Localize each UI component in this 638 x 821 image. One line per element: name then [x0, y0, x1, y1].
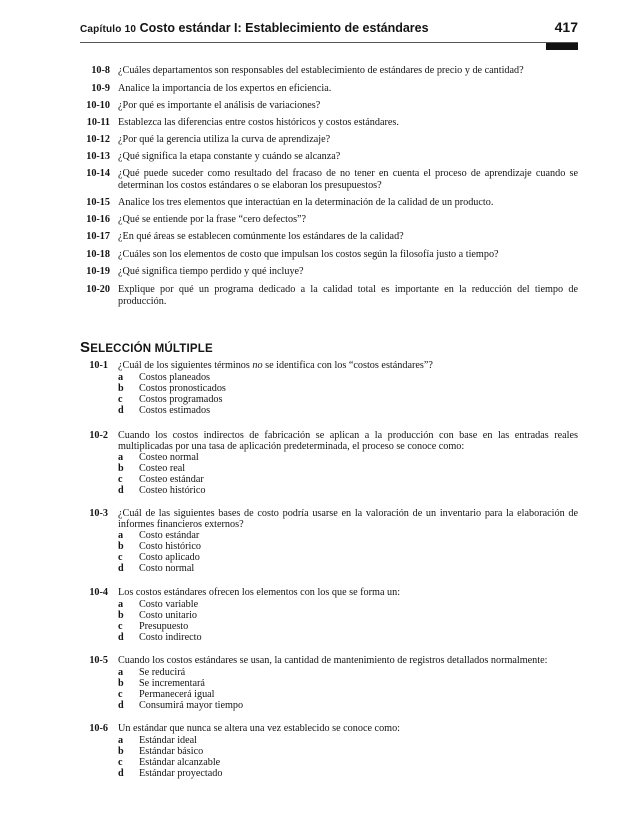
question-number: 10-9	[91, 83, 110, 94]
mc-question-number: 10-1	[89, 360, 108, 371]
question-number: 10-18	[86, 249, 110, 260]
stem-part: ¿Cuál de los siguientes términos	[118, 360, 253, 371]
option-letter: b	[118, 746, 124, 757]
mc-question-number: 10-6	[89, 723, 108, 734]
stem-emphasis: no	[252, 360, 263, 371]
mc-question-number: 10-3	[89, 508, 108, 519]
question-item	[80, 197, 578, 209]
header-tab-marker	[546, 43, 578, 50]
question-text: Analice los tres elementos que interactúan en la determinación de la calidad de un producto.	[118, 197, 494, 208]
question-item	[80, 168, 578, 192]
mc-question	[80, 587, 578, 643]
option-letter: c	[118, 552, 123, 563]
question-text: ¿Cuáles departamentos son responsables del establecimiento de estándares de precio y de cantidad?	[118, 65, 524, 76]
question-number: 10-20	[86, 284, 110, 295]
option-text: Permanecerá igual	[139, 689, 215, 700]
header-rule	[80, 42, 578, 43]
option-letter: d	[118, 485, 124, 496]
option-letter: b	[118, 541, 124, 552]
mc-option	[118, 463, 558, 474]
option-text: Se incrementará	[139, 678, 205, 689]
mc-option	[118, 452, 558, 463]
section-title	[80, 339, 213, 356]
option-text: Costo histórico	[139, 541, 201, 552]
mc-option	[118, 372, 558, 383]
question-number: 10-14	[86, 168, 110, 179]
mc-option	[118, 700, 558, 711]
mc-option	[118, 383, 558, 394]
mc-option	[118, 667, 558, 678]
question-item	[80, 65, 578, 77]
option-letter: b	[118, 678, 124, 689]
option-letter: c	[118, 474, 123, 485]
mc-option	[118, 610, 558, 621]
mc-question	[80, 508, 578, 576]
option-text: Costo normal	[139, 563, 195, 574]
chapter-heading	[80, 21, 429, 35]
option-letter: b	[118, 463, 124, 474]
question-text: ¿Qué significa tiempo perdido y qué incluye?	[118, 266, 304, 277]
option-text: Costos planeados	[139, 372, 211, 383]
question-item	[80, 249, 578, 261]
option-letter: c	[118, 757, 123, 768]
mc-question	[80, 655, 578, 711]
option-text: Costo variable	[139, 599, 199, 610]
option-letter: d	[118, 768, 124, 779]
mc-option	[118, 689, 558, 700]
mc-option	[118, 394, 558, 405]
mc-option	[118, 485, 558, 496]
mc-option	[118, 405, 558, 416]
mc-question	[80, 360, 578, 416]
option-letter: c	[118, 394, 123, 405]
question-item	[80, 214, 578, 226]
option-text: Costo estándar	[139, 530, 200, 541]
mc-question-stem: Los costos estándares ofrecen los elementos con los que se forma un:	[118, 587, 401, 598]
option-letter: b	[118, 383, 124, 394]
mc-question-number: 10-4	[89, 587, 108, 598]
mc-question-stem: Cuando los costos estándares se usan, la cantidad de mantenimiento de registros detallados normalmente:	[118, 655, 548, 666]
option-text: Se reducirá	[139, 667, 186, 678]
question-text: ¿Cuáles son los elementos de costo que impulsan los costos según la filosofía justo a tiempo?	[118, 249, 499, 260]
mc-option	[118, 678, 558, 689]
question-item	[80, 284, 578, 308]
mc-question-number: 10-2	[89, 430, 108, 441]
mc-option	[118, 552, 558, 563]
question-number: 10-13	[86, 151, 110, 162]
option-text: Estándar alcanzable	[139, 757, 221, 768]
section-title-initial: S	[80, 339, 91, 356]
option-text: Costos programados	[139, 394, 223, 405]
option-text: Estándar ideal	[139, 735, 197, 746]
mc-option	[118, 530, 558, 541]
question-item	[80, 117, 578, 129]
question-text: Explique por qué un programa dedicado a la calidad total es importante en la reducción del tiempo de producción.	[118, 284, 578, 307]
question-text: ¿Por qué la gerencia utiliza la curva de aprendizaje?	[118, 134, 331, 145]
chapter-title: Costo estándar I: Establecimiento de estándares	[139, 21, 429, 35]
question-item	[80, 83, 578, 95]
option-text: Costeo histórico	[139, 485, 206, 496]
mc-option	[118, 563, 558, 574]
question-text: ¿Por qué es importante el análisis de variaciones?	[118, 100, 321, 111]
option-letter: a	[118, 667, 124, 678]
mc-question-stem: Cuando los costos indirectos de fabricación se aplican a la producción con base en las entradas reales multiplicadas por una tasa de aplicación predeterminada, el proceso se conoce como:	[118, 430, 578, 452]
option-text: Costo unitario	[139, 610, 198, 621]
option-letter: c	[118, 689, 123, 700]
option-text: Costeo estándar	[139, 474, 204, 485]
mc-option	[118, 757, 558, 768]
section-title-rest: ELECCIÓN MÚLTIPLE	[90, 343, 213, 355]
question-number: 10-19	[86, 266, 110, 277]
option-text: Costos estimados	[139, 405, 211, 416]
question-number: 10-10	[86, 100, 110, 111]
mc-option	[118, 599, 558, 610]
question-number: 10-11	[86, 117, 110, 128]
question-number: 10-15	[86, 197, 110, 208]
option-text: Costo aplicado	[139, 552, 200, 563]
option-text: Estándar proyectado	[139, 768, 223, 779]
question-text: ¿Qué puede suceder como resultado del fracaso de no tener en cuenta el proceso de aprendizaje cuando se determinan los costos estándares o se elaboran los presupuestos?	[118, 168, 578, 191]
mc-question-number: 10-5	[89, 655, 108, 666]
question-item	[80, 231, 578, 243]
option-letter: c	[118, 621, 123, 632]
mc-question	[80, 723, 578, 779]
mc-option	[118, 768, 558, 779]
option-letter: a	[118, 735, 124, 746]
option-letter: d	[118, 405, 124, 416]
question-number: 10-16	[86, 214, 110, 225]
stem-part: se identifica con los “costos estándares”?	[262, 360, 433, 371]
option-text: Costeo real	[139, 463, 186, 474]
mc-option	[118, 474, 558, 485]
question-number: 10-12	[86, 134, 110, 145]
running-header	[80, 19, 578, 39]
option-letter: d	[118, 632, 124, 643]
option-text: Estándar básico	[139, 746, 204, 757]
option-text: Consumirá mayor tiempo	[139, 700, 244, 711]
question-item	[80, 151, 578, 163]
mc-option	[118, 735, 558, 746]
option-letter: a	[118, 530, 124, 541]
question-text: ¿En qué áreas se establecen comúnmente los estándares de la calidad?	[118, 231, 404, 242]
mc-question	[80, 430, 578, 498]
question-text: Analice la importancia de los expertos en eficiencia.	[118, 83, 332, 94]
option-letter: d	[118, 700, 124, 711]
option-letter: a	[118, 599, 124, 610]
mc-option	[118, 632, 558, 643]
mc-option	[118, 746, 558, 757]
option-text: Costo indirecto	[139, 632, 202, 643]
mc-question-stem	[118, 360, 578, 371]
option-letter: a	[118, 372, 124, 383]
page-number: 417	[554, 19, 578, 35]
mc-option	[118, 621, 558, 632]
option-text: Costeo normal	[139, 452, 199, 463]
question-number: 10-8	[91, 65, 110, 76]
mc-question-stem: Un estándar que nunca se altera una vez establecido se conoce como:	[118, 723, 401, 734]
option-text: Costos pronosticados	[139, 383, 226, 394]
question-text: ¿Qué se entiende por la frase “cero defectos”?	[118, 214, 307, 225]
option-letter: b	[118, 610, 124, 621]
option-text: Presupuesto	[139, 621, 189, 632]
question-item	[80, 134, 578, 146]
question-number: 10-17	[86, 231, 110, 242]
question-item	[80, 266, 578, 278]
question-text: Establezca las diferencias entre costos históricos y costos estándares.	[118, 117, 399, 128]
question-item	[80, 100, 578, 112]
chapter-prefix: Capítulo 10	[80, 24, 137, 35]
question-text: ¿Qué significa la etapa constante y cuándo se alcanza?	[118, 151, 341, 162]
mc-option	[118, 541, 558, 552]
option-letter: d	[118, 563, 124, 574]
mc-question-stem: ¿Cuál de las siguientes bases de costo podría usarse en la valoración de un inventario para la elaboración de informes financieros externos?	[118, 508, 578, 530]
option-letter: a	[118, 452, 124, 463]
